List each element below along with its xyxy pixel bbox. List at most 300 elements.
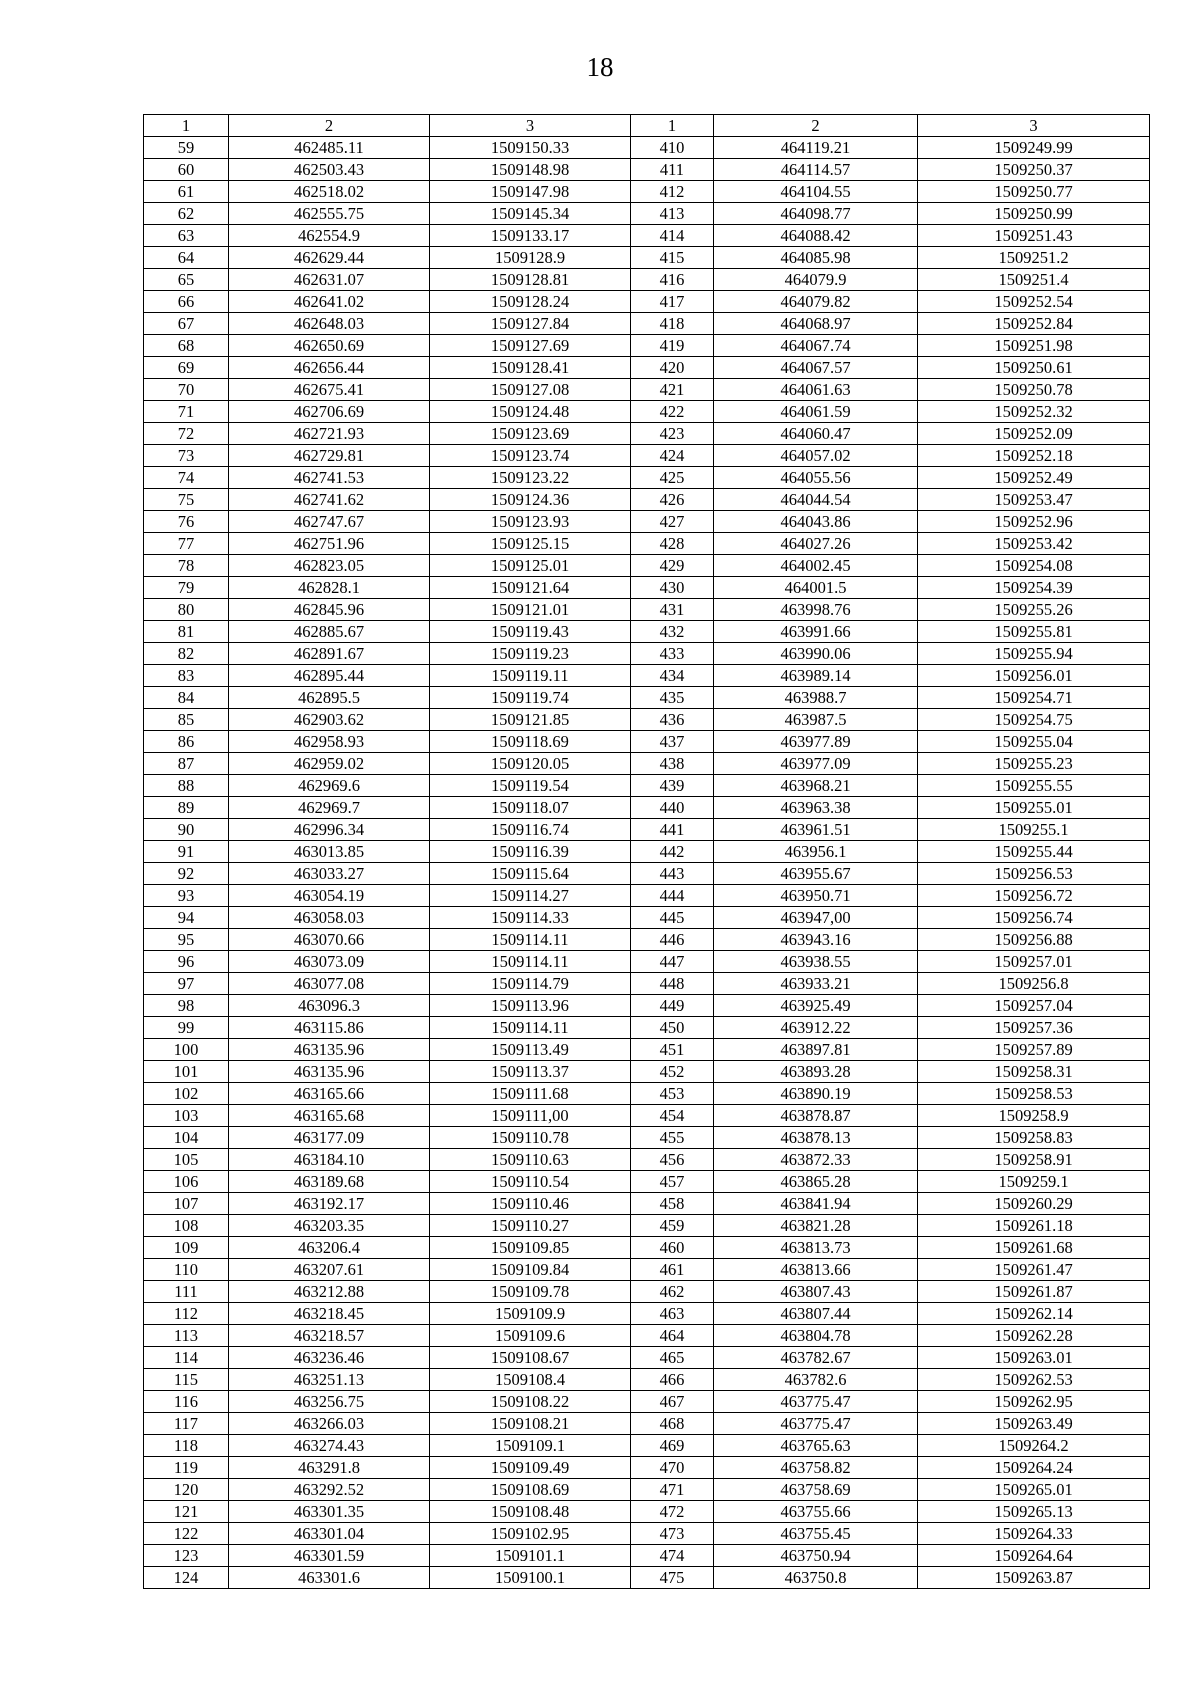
table-cell: 463804.78 [714, 1325, 918, 1347]
table-cell: 70 [144, 379, 229, 401]
table-cell: 463782.6 [714, 1369, 918, 1391]
table-cell: 473 [631, 1523, 714, 1545]
table-cell: 82 [144, 643, 229, 665]
table-cell: 64 [144, 247, 229, 269]
table-cell: 1509255.81 [918, 621, 1150, 643]
table-cell: 462741.53 [229, 467, 430, 489]
table-cell: 463135.96 [229, 1061, 430, 1083]
table-cell: 463058.03 [229, 907, 430, 929]
table-cell: 1509125.15 [430, 533, 631, 555]
table-cell: 1509252.96 [918, 511, 1150, 533]
table-cell: 463893.28 [714, 1061, 918, 1083]
table-cell: 462903.62 [229, 709, 430, 731]
table-cell: 464068.97 [714, 313, 918, 335]
table-cell: 1509250.77 [918, 181, 1150, 203]
table-cell: 463865.28 [714, 1171, 918, 1193]
table-cell: 1509109.84 [430, 1259, 631, 1281]
table-cell: 105 [144, 1149, 229, 1171]
table-cell: 1509109.6 [430, 1325, 631, 1347]
table-cell: 463813.66 [714, 1259, 918, 1281]
table-cell: 436 [631, 709, 714, 731]
table-cell: 1509111,00 [430, 1105, 631, 1127]
table-cell: 462751.96 [229, 533, 430, 555]
table-cell: 463096.3 [229, 995, 430, 1017]
table-cell: 463165.66 [229, 1083, 430, 1105]
table-cell: 463890.19 [714, 1083, 918, 1105]
table-cell: 111 [144, 1281, 229, 1303]
table-cell: 97 [144, 973, 229, 995]
table-cell: 411 [631, 159, 714, 181]
table-cell: 1509100.1 [430, 1567, 631, 1589]
table-row [144, 1039, 1150, 1061]
table-cell: 1509128.41 [430, 357, 631, 379]
table-cell: 98 [144, 995, 229, 1017]
table-row [144, 731, 1150, 753]
coordinates-table [143, 114, 1150, 1589]
table-cell: 1509250.61 [918, 357, 1150, 379]
table-cell: 442 [631, 841, 714, 863]
table-cell: 1509265.13 [918, 1501, 1150, 1523]
table-cell: 1509128.81 [430, 269, 631, 291]
table-cell: 460 [631, 1237, 714, 1259]
table-cell: 1509110.63 [430, 1149, 631, 1171]
table-cell: 1509119.74 [430, 687, 631, 709]
table-cell: 463807.43 [714, 1281, 918, 1303]
table-cell: 94 [144, 907, 229, 929]
table-cell: 1509255.01 [918, 797, 1150, 819]
table-cell: 1509127.08 [430, 379, 631, 401]
table-cell: 464061.63 [714, 379, 918, 401]
table-cell: 1509114.11 [430, 951, 631, 973]
table-cell: 464044.54 [714, 489, 918, 511]
header-cell: 3 [430, 115, 631, 137]
table-cell: 463236.46 [229, 1347, 430, 1369]
table-cell: 437 [631, 731, 714, 753]
table-row [144, 621, 1150, 643]
table-cell: 420 [631, 357, 714, 379]
table-row [144, 863, 1150, 885]
table-cell: 464060.47 [714, 423, 918, 445]
table-cell: 75 [144, 489, 229, 511]
table-cell: 1509109.49 [430, 1457, 631, 1479]
table-cell: 72 [144, 423, 229, 445]
table-row [144, 291, 1150, 313]
table-cell: 456 [631, 1149, 714, 1171]
table-cell: 1509116.39 [430, 841, 631, 863]
table-cell: 464 [631, 1325, 714, 1347]
table-cell: 463206.4 [229, 1237, 430, 1259]
table-cell: 113 [144, 1325, 229, 1347]
table-cell: 1509119.11 [430, 665, 631, 687]
table-cell: 463033.27 [229, 863, 430, 885]
table-cell: 1509262.28 [918, 1325, 1150, 1347]
table-cell: 1509111.68 [430, 1083, 631, 1105]
table-cell: 1509150.33 [430, 137, 631, 159]
table-cell: 1509147.98 [430, 181, 631, 203]
table-cell: 463943.16 [714, 929, 918, 951]
table-cell: 432 [631, 621, 714, 643]
table-cell: 1509121.01 [430, 599, 631, 621]
table-cell: 1509110.27 [430, 1215, 631, 1237]
table-cell: 1509115.64 [430, 863, 631, 885]
table-row [144, 423, 1150, 445]
table-cell: 1509261.87 [918, 1281, 1150, 1303]
table-cell: 1509263.87 [918, 1567, 1150, 1589]
table-cell: 1509114.27 [430, 885, 631, 907]
table-cell: 104 [144, 1127, 229, 1149]
table-cell: 464061.59 [714, 401, 918, 423]
table-cell: 1509110.78 [430, 1127, 631, 1149]
table-cell: 100 [144, 1039, 229, 1061]
table-cell: 1509256.74 [918, 907, 1150, 929]
table-cell: 1509252.54 [918, 291, 1150, 313]
table-cell: 433 [631, 643, 714, 665]
table-cell: 463950.71 [714, 885, 918, 907]
table-cell: 462845.96 [229, 599, 430, 621]
table-cell: 1509258.53 [918, 1083, 1150, 1105]
table-cell: 462747.67 [229, 511, 430, 533]
table-cell: 69 [144, 357, 229, 379]
table-row [144, 1281, 1150, 1303]
table-cell: 122 [144, 1523, 229, 1545]
table-cell: 1509108.21 [430, 1413, 631, 1435]
table-cell: 429 [631, 555, 714, 577]
table-cell: 458 [631, 1193, 714, 1215]
table-cell: 1509118.69 [430, 731, 631, 753]
table-cell: 462706.69 [229, 401, 430, 423]
table-cell: 475 [631, 1567, 714, 1589]
table-cell: 463963.38 [714, 797, 918, 819]
table-cell: 1509145.34 [430, 203, 631, 225]
table-cell: 63 [144, 225, 229, 247]
table-cell: 462555.75 [229, 203, 430, 225]
table-cell: 464027.26 [714, 533, 918, 555]
table-cell: 463955.67 [714, 863, 918, 885]
table-cell: 464002.45 [714, 555, 918, 577]
table-cell: 1509113.49 [430, 1039, 631, 1061]
table-cell: 1509258.83 [918, 1127, 1150, 1149]
table-cell: 462485.11 [229, 137, 430, 159]
table-row [144, 1435, 1150, 1457]
table-cell: 448 [631, 973, 714, 995]
table-cell: 1509252.49 [918, 467, 1150, 489]
table-cell: 425 [631, 467, 714, 489]
table-row [144, 335, 1150, 357]
table-cell: 410 [631, 137, 714, 159]
table-cell: 1509101.1 [430, 1545, 631, 1567]
table-cell: 463821.28 [714, 1215, 918, 1237]
table-cell: 426 [631, 489, 714, 511]
table-cell: 463750.94 [714, 1545, 918, 1567]
table-cell: 1509109.78 [430, 1281, 631, 1303]
table-cell: 112 [144, 1303, 229, 1325]
table-cell: 464079.82 [714, 291, 918, 313]
table-row [144, 1347, 1150, 1369]
table-cell: 464001.5 [714, 577, 918, 599]
table-cell: 81 [144, 621, 229, 643]
table-cell: 463961.51 [714, 819, 918, 841]
table-cell: 1509254.39 [918, 577, 1150, 599]
table-cell: 464114.57 [714, 159, 918, 181]
table-row [144, 1545, 1150, 1567]
table-cell: 453 [631, 1083, 714, 1105]
table-row [144, 357, 1150, 379]
table-row [144, 1523, 1150, 1545]
table-cell: 462656.44 [229, 357, 430, 379]
table-cell: 463301.35 [229, 1501, 430, 1523]
table-cell: 463987.5 [714, 709, 918, 731]
table-cell: 462741.62 [229, 489, 430, 511]
table-cell: 468 [631, 1413, 714, 1435]
table-cell: 95 [144, 929, 229, 951]
table-cell: 462675.41 [229, 379, 430, 401]
table-cell: 89 [144, 797, 229, 819]
table-cell: 463274.43 [229, 1435, 430, 1457]
table-cell: 462648.03 [229, 313, 430, 335]
header-cell: 3 [918, 115, 1150, 137]
table-cell: 110 [144, 1259, 229, 1281]
table-cell: 1509113.96 [430, 995, 631, 1017]
table-cell: 87 [144, 753, 229, 775]
table-cell: 93 [144, 885, 229, 907]
table-cell: 462996.34 [229, 819, 430, 841]
table-cell: 413 [631, 203, 714, 225]
table-cell: 1509123.69 [430, 423, 631, 445]
table-row [144, 1017, 1150, 1039]
header-cell: 2 [714, 115, 918, 137]
table-cell: 463184.10 [229, 1149, 430, 1171]
table-cell: 446 [631, 929, 714, 951]
table-cell: 457 [631, 1171, 714, 1193]
table-cell: 418 [631, 313, 714, 335]
table-row [144, 467, 1150, 489]
table-cell: 83 [144, 665, 229, 687]
table-cell: 463070.66 [229, 929, 430, 951]
table-cell: 463212.88 [229, 1281, 430, 1303]
table-cell: 428 [631, 533, 714, 555]
table-cell: 1509264.33 [918, 1523, 1150, 1545]
table-cell: 1509264.2 [918, 1435, 1150, 1457]
table-cell: 464119.21 [714, 137, 918, 159]
table-cell: 463203.35 [229, 1215, 430, 1237]
table-cell: 1509262.95 [918, 1391, 1150, 1413]
table-cell: 1509124.48 [430, 401, 631, 423]
table-cell: 1509120.05 [430, 753, 631, 775]
table-cell: 462959.02 [229, 753, 430, 775]
table-cell: 84 [144, 687, 229, 709]
table-cell: 1509253.42 [918, 533, 1150, 555]
table-row [144, 1171, 1150, 1193]
table-cell: 1509254.75 [918, 709, 1150, 731]
table-cell: 443 [631, 863, 714, 885]
table-cell: 463251.13 [229, 1369, 430, 1391]
table-cell: 463218.45 [229, 1303, 430, 1325]
table-row [144, 313, 1150, 335]
table-row [144, 137, 1150, 159]
table-cell: 463750.8 [714, 1567, 918, 1589]
table-cell: 447 [631, 951, 714, 973]
table-cell: 60 [144, 159, 229, 181]
table-cell: 464067.57 [714, 357, 918, 379]
table-cell: 463192.17 [229, 1193, 430, 1215]
table-cell: 463912.22 [714, 1017, 918, 1039]
header-cell: 1 [144, 115, 229, 137]
table-cell: 438 [631, 753, 714, 775]
table-cell: 463054.19 [229, 885, 430, 907]
table-row [144, 775, 1150, 797]
table-cell: 463990.06 [714, 643, 918, 665]
table-cell: 117 [144, 1413, 229, 1435]
table-cell: 67 [144, 313, 229, 335]
table-cell: 1509116.74 [430, 819, 631, 841]
table-cell: 99 [144, 1017, 229, 1039]
table-cell: 462 [631, 1281, 714, 1303]
table-cell: 1509258.31 [918, 1061, 1150, 1083]
table-cell: 1509118.07 [430, 797, 631, 819]
table-cell: 463925.49 [714, 995, 918, 1017]
table-cell: 462891.67 [229, 643, 430, 665]
table-cell: 1509264.64 [918, 1545, 1150, 1567]
table-cell: 121 [144, 1501, 229, 1523]
table-cell: 463165.68 [229, 1105, 430, 1127]
coordinates-table-body [144, 115, 1150, 1589]
table-cell: 463291.8 [229, 1457, 430, 1479]
table-cell: 1509251.2 [918, 247, 1150, 269]
table-cell: 462641.02 [229, 291, 430, 313]
table-cell: 76 [144, 511, 229, 533]
table-cell: 463872.33 [714, 1149, 918, 1171]
table-cell: 1509114.11 [430, 1017, 631, 1039]
table-cell: 116 [144, 1391, 229, 1413]
table-cell: 1509127.69 [430, 335, 631, 357]
table-row [144, 643, 1150, 665]
table-cell: 1509252.84 [918, 313, 1150, 335]
table-cell: 452 [631, 1061, 714, 1083]
table-cell: 463998.76 [714, 599, 918, 621]
table-row [144, 1061, 1150, 1083]
table-cell: 419 [631, 335, 714, 357]
table-cell: 463755.66 [714, 1501, 918, 1523]
table-cell: 1509257.04 [918, 995, 1150, 1017]
table-cell: 1509258.9 [918, 1105, 1150, 1127]
table-cell: 464067.74 [714, 335, 918, 357]
table-cell: 1509262.14 [918, 1303, 1150, 1325]
table-row [144, 269, 1150, 291]
table-cell: 464098.77 [714, 203, 918, 225]
table-cell: 1509255.04 [918, 731, 1150, 753]
table-cell: 1509125.01 [430, 555, 631, 577]
table-cell: 464057.02 [714, 445, 918, 467]
table-cell: 462969.7 [229, 797, 430, 819]
table-cell: 71 [144, 401, 229, 423]
table-cell: 463947,00 [714, 907, 918, 929]
table-cell: 1509254.08 [918, 555, 1150, 577]
table-cell: 1509251.4 [918, 269, 1150, 291]
table-cell: 1509108.67 [430, 1347, 631, 1369]
table-row [144, 533, 1150, 555]
table-cell: 451 [631, 1039, 714, 1061]
table-cell: 1509261.47 [918, 1259, 1150, 1281]
table-cell: 414 [631, 225, 714, 247]
table-row [144, 445, 1150, 467]
table-cell: 444 [631, 885, 714, 907]
table-cell: 1509102.95 [430, 1523, 631, 1545]
table-cell: 119 [144, 1457, 229, 1479]
table-cell: 449 [631, 995, 714, 1017]
table-cell: 1509114.11 [430, 929, 631, 951]
table-cell: 463807.44 [714, 1303, 918, 1325]
table-cell: 86 [144, 731, 229, 753]
table-cell: 114 [144, 1347, 229, 1369]
table-cell: 1509123.93 [430, 511, 631, 533]
table-cell: 435 [631, 687, 714, 709]
table-cell: 424 [631, 445, 714, 467]
table-cell: 1509113.37 [430, 1061, 631, 1083]
table-cell: 106 [144, 1171, 229, 1193]
table-cell: 1509119.23 [430, 643, 631, 665]
table-cell: 463758.82 [714, 1457, 918, 1479]
header-cell: 1 [631, 115, 714, 137]
table-cell: 463207.61 [229, 1259, 430, 1281]
table-cell: 1509108.48 [430, 1501, 631, 1523]
table-cell: 123 [144, 1545, 229, 1567]
table-cell: 1509254.71 [918, 687, 1150, 709]
table-cell: 463 [631, 1303, 714, 1325]
table-row [144, 885, 1150, 907]
table-cell: 79 [144, 577, 229, 599]
table-row [144, 1413, 1150, 1435]
table-cell: 1509110.54 [430, 1171, 631, 1193]
table-cell: 421 [631, 379, 714, 401]
table-row [144, 511, 1150, 533]
table-cell: 1509148.98 [430, 159, 631, 181]
table-row [144, 1083, 1150, 1105]
table-cell: 463897.81 [714, 1039, 918, 1061]
table-row [144, 1237, 1150, 1259]
table-cell: 463755.45 [714, 1523, 918, 1545]
table-row [144, 489, 1150, 511]
table-cell: 474 [631, 1545, 714, 1567]
table-cell: 115 [144, 1369, 229, 1391]
table-cell: 77 [144, 533, 229, 555]
table-row [144, 995, 1150, 1017]
table-cell: 463218.57 [229, 1325, 430, 1347]
table-cell: 1509256.88 [918, 929, 1150, 951]
table-cell: 1509108.4 [430, 1369, 631, 1391]
table-cell: 108 [144, 1215, 229, 1237]
table-cell: 96 [144, 951, 229, 973]
table-cell: 463301.59 [229, 1545, 430, 1567]
table-cell: 120 [144, 1479, 229, 1501]
table-row [144, 1149, 1150, 1171]
table-cell: 107 [144, 1193, 229, 1215]
table-cell: 68 [144, 335, 229, 357]
table-row [144, 665, 1150, 687]
table-cell: 462518.02 [229, 181, 430, 203]
table-cell: 464043.86 [714, 511, 918, 533]
table-cell: 1509263.01 [918, 1347, 1150, 1369]
table-row [144, 181, 1150, 203]
table-cell: 463968.21 [714, 775, 918, 797]
table-cell: 462958.93 [229, 731, 430, 753]
table-cell: 415 [631, 247, 714, 269]
table-cell: 462895.5 [229, 687, 430, 709]
table-row [144, 1303, 1150, 1325]
table-cell: 454 [631, 1105, 714, 1127]
table-cell: 463989.14 [714, 665, 918, 687]
table-cell: 1509109.9 [430, 1303, 631, 1325]
table-cell: 1509257.36 [918, 1017, 1150, 1039]
